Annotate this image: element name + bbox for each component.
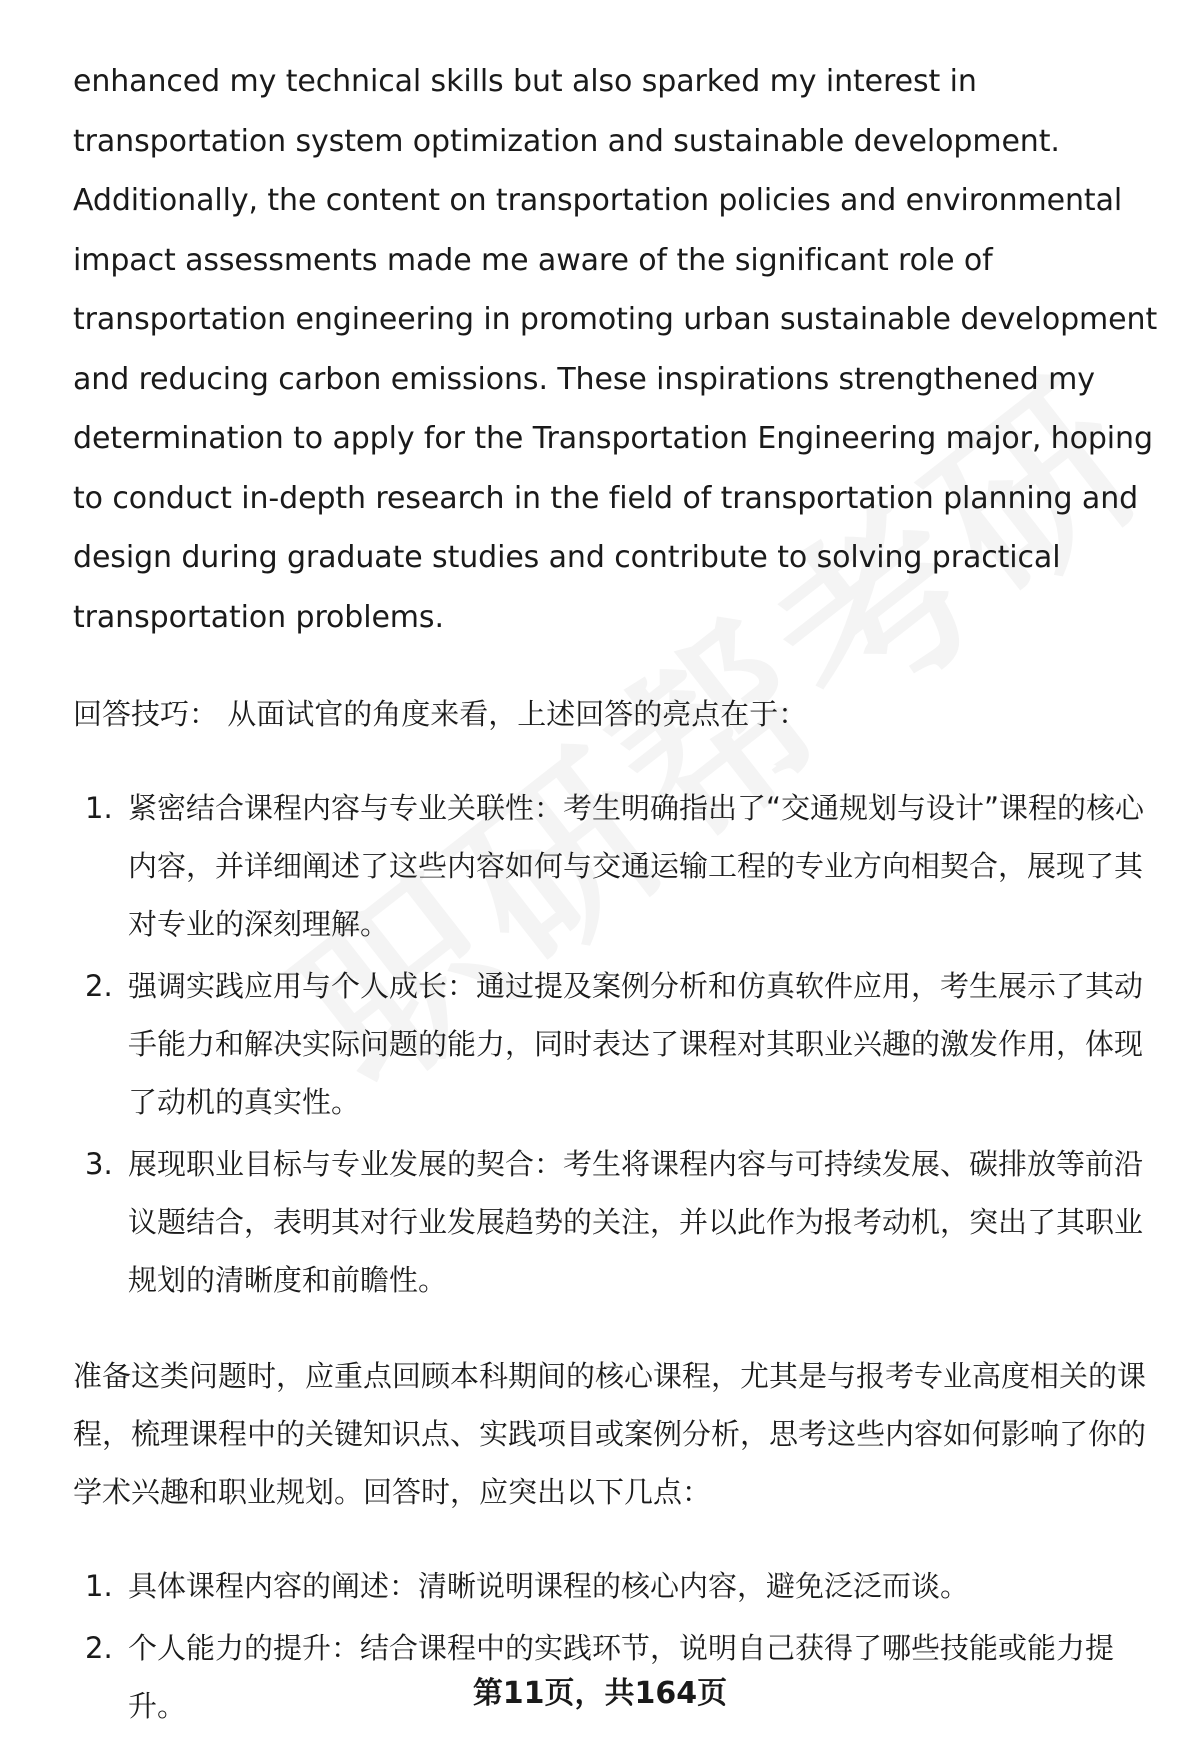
highlights-list [73, 779, 1163, 1309]
answer-tips-heading: 回答技巧： 从面试官的角度来看，上述回答的亮点在于： [73, 697, 808, 731]
list-item-number: 3. [85, 1147, 113, 1181]
list-item [73, 1135, 1163, 1309]
list-item [73, 779, 1163, 953]
list-item [73, 1557, 1163, 1615]
list-item-text: 具体课程内容的阐述：清晰说明课程的核心内容，避免泛泛而谈。 [128, 1569, 970, 1603]
page-number-footer: 第11页，共164页 [472, 1676, 728, 1711]
list-item-number: 2. [85, 969, 113, 1003]
list-item-number: 1. [85, 791, 113, 825]
list-item-text: 个人能力的提升：结合课程中的实践环节，说明自己获得了哪些技能或能力提升。 [128, 1631, 1115, 1723]
list-item-text: 强调实践应用与个人成长：通过提及案例分析和仿真软件应用，考生展示了其动手能力和解决实际问题的能力，同时表达了课程对其职业兴趣的激发作用，体现了动机的真实性。 [128, 969, 1144, 1119]
list-item-number: 2. [85, 1631, 113, 1665]
preparation-paragraph: 准备这类问题时，应重点回顾本科期间的核心课程，尤其是与报考专业高度相关的课程，梳理课程中的关键知识点、实践项目或案例分析，思考这些内容如何影响了你的学术兴趣和职业规划。回答时，应突出以下几点： [73, 1359, 1147, 1509]
list-item [73, 957, 1163, 1131]
page-content [73, 52, 1163, 1739]
list-item-text: 展现职业目标与专业发展的契合：考生将课程内容与可持续发展、碳排放等前沿议题结合，表明其对行业发展趋势的关注，并以此作为报考动机，突出了其职业规划的清晰度和前瞻性。 [128, 1147, 1144, 1297]
list-item-text: 紧密结合课程内容与专业关联性：考生明确指出了“交通规划与设计”课程的核心内容，并详细阐述了这些内容如何与交通运输工程的专业方向相契合，展现了其对专业的深刻理解。 [128, 791, 1145, 941]
list-item-number: 1. [85, 1569, 113, 1603]
english-paragraph: enhanced my technical skills but also sparked my interest in transportation system optimization and sustainable development. Additionally, the content on transportation policies and environmental impact assessments made me aware of the significant role of transportation engineering in promoting urban sustainable development and reducing carbon emissions. These inspirations strengthened my determination to apply for the Transportation Engineering major, hoping to conduct in-depth research in the field of transportation planning and design during graduate studies and contribute to solving practical transportation problems. [73, 64, 1158, 635]
